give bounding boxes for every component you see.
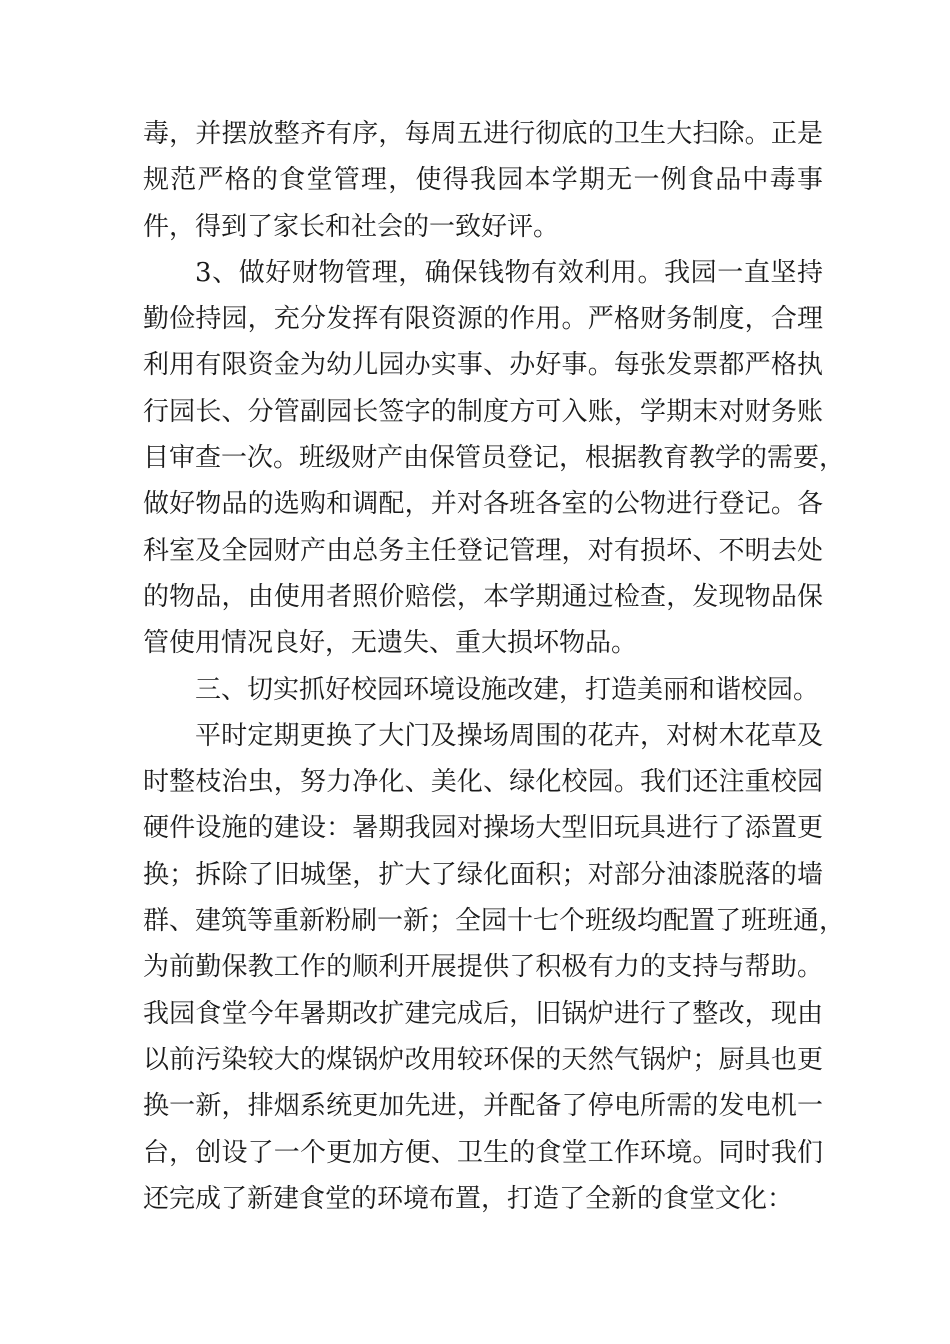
text-line: 3、做好财物管理，确保钱物有效利用。我园一直坚持 [195, 257, 823, 288]
text-line: 时整枝治虫，努力净化、美化、绿化校园。我们还注重校园 [143, 767, 823, 798]
document-body [143, 111, 846, 1222]
text-line: 做好物品的选购和调配，并对各班各室的公物进行登记。各 [143, 489, 823, 520]
text-line: 规范严格的食堂管理，使得我园本学期无一例食品中毒事 [143, 165, 823, 196]
text-line: 为前勤保教工作的顺利开展提供了积极有力的支持与帮助。 [143, 952, 823, 983]
text-line: 换；拆除了旧城堡，扩大了绿化面积；对部分油漆脱落的墙 [143, 859, 823, 890]
text-line: 勤俭持园，充分发挥有限资源的作用。严格财务制度，合理 [143, 304, 823, 335]
text-line: 件，得到了家长和社会的一致好评。 [143, 211, 560, 242]
text-line: 的物品，由使用者照价赔偿，本学期通过检查，发现物品保 [143, 581, 823, 612]
text-line: 硬件设施的建设：暑期我园对操场大型旧玩具进行了添置更 [143, 813, 823, 844]
text-line: 毒，并摆放整齐有序，每周五进行彻底的卫生大扫除。正是 [143, 119, 823, 149]
text-line: 平时定期更换了大门及操场周围的花卉，对树木花草及 [195, 720, 823, 751]
text-line: 台，创设了一个更加方便、卫生的食堂工作环境。同时我们 [143, 1137, 823, 1168]
text-line: 还完成了新建食堂的环境布置，打造了全新的食堂文化： [143, 1183, 794, 1214]
text-line: 我园食堂今年暑期改扩建完成后，旧锅炉进行了整改，现由 [143, 998, 823, 1029]
text-line: 目审查一次。班级财产由保管员登记，根据教育教学的需要， [143, 443, 846, 474]
text-line: 行园长、分管副园长签字的制度方可入账，学期末对财务账 [143, 396, 823, 427]
text-line: 利用有限资金为幼儿园办实事、办好事。每张发票都严格执 [143, 350, 823, 381]
text-line: 群、建筑等重新粉刷一新；全园十七个班级均配置了班班通， [143, 906, 846, 937]
text-line: 管使用情况良好，无遗失、重大损坏物品。 [143, 628, 638, 659]
text-line: 以前污染较大的煤锅炉改用较环保的天然气锅炉；厨具也更 [143, 1044, 823, 1075]
text-line: 换一新，排烟系统更加先进，并配备了停电所需的发电机一 [143, 1091, 823, 1122]
text-line: 三、切实抓好校园环境设施改建，打造美丽和谐校园。 [195, 674, 820, 705]
text-line: 科室及全园财产由总务主任登记管理，对有损坏、不明去处 [143, 535, 823, 566]
